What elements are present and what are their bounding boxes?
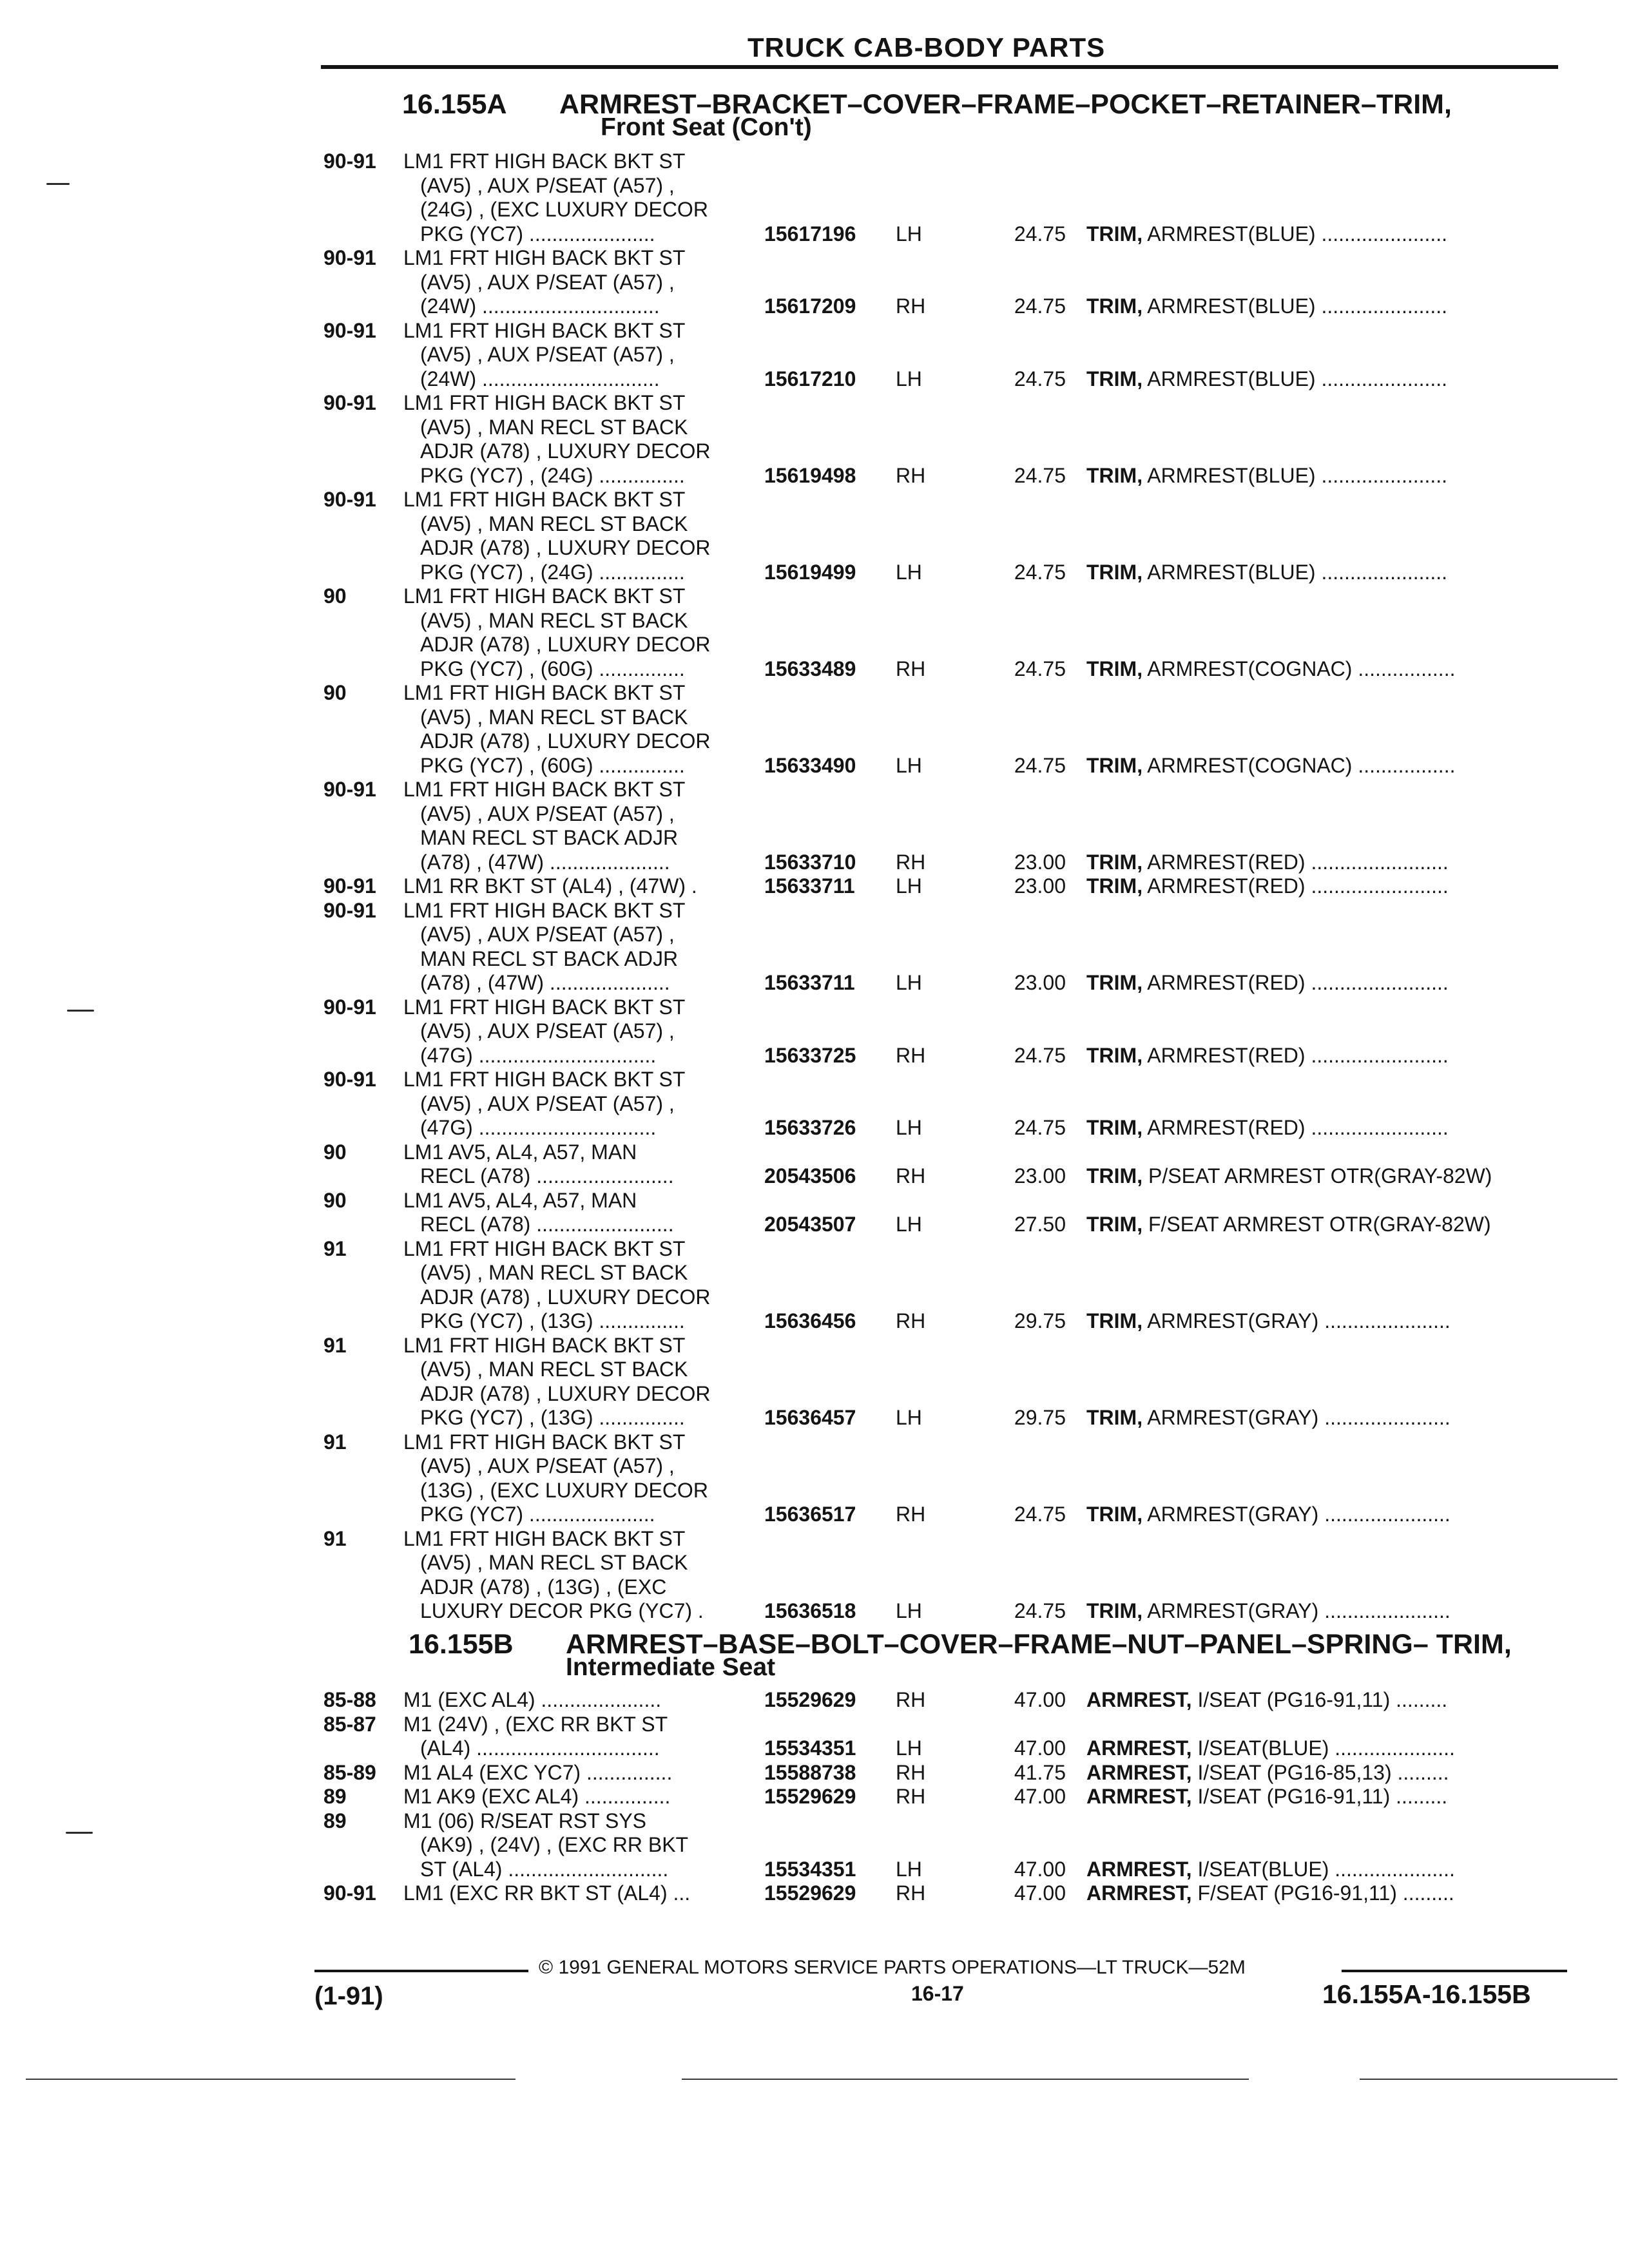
entry-line	[0, 1736, 1629, 1760]
part-type: ARMREST,	[1086, 1857, 1192, 1881]
entry-description: ADJR (A78) , LUXURY DECOR	[420, 536, 711, 559]
part-number: 15633490	[764, 753, 856, 777]
entry-description: M1 (24V) , (EXC RR BKT ST	[403, 1712, 668, 1736]
price: 29.75	[1014, 1406, 1066, 1429]
entry-description: (AK9) , (24V) , (EXC RR BKT	[420, 1833, 689, 1856]
entry-description: LM1 FRT HIGH BACK BKT ST	[403, 995, 686, 1019]
price: 41.75	[1014, 1760, 1066, 1784]
entry-description: ST (AL4) ............................	[420, 1857, 669, 1881]
side: RH	[896, 1785, 926, 1808]
part-detail: ARMREST(BLUE) ......................	[1142, 294, 1448, 318]
entry-description: ADJR (A78) , (13G) , (EXC	[420, 1575, 667, 1599]
price: 24.75	[1014, 1043, 1066, 1067]
entry-year: 91	[323, 1333, 347, 1357]
entry-description: LM1 FRT HIGH BACK BKT ST	[403, 318, 686, 342]
side: RH	[896, 1760, 926, 1784]
part-type: ARMREST,	[1086, 1760, 1192, 1784]
footer-date: (1-91)	[314, 1982, 383, 2010]
entry-description: LM1 AV5, AL4, A57, MAN	[403, 1188, 637, 1212]
price: 47.00	[1014, 1688, 1066, 1711]
part-type: TRIM,	[1086, 1116, 1143, 1139]
entry-line	[0, 1713, 1629, 1736]
entry-description: LM1 FRT HIGH BACK BKT ST	[403, 1333, 686, 1357]
side: RH	[896, 1309, 926, 1332]
price: 24.75	[1014, 1599, 1066, 1622]
side: RH	[896, 463, 926, 487]
entry-description: (AV5) , MAN RECL ST BACK	[420, 705, 688, 729]
entry-description: (AV5) , AUX P/SEAT (A57) ,	[420, 173, 675, 197]
entry-description: M1 (06) R/SEAT RST SYS	[403, 1809, 646, 1832]
section-b-number: 16.155B	[409, 1629, 514, 1660]
part-detail: ARMREST(GRAY) ......................	[1142, 1309, 1451, 1332]
entry-description: M1 AK9 (EXC AL4) ...............	[403, 1785, 671, 1808]
section-b-subtitle: Intermediate Seat	[566, 1653, 776, 1681]
part-detail: ARMREST(BLUE) ......................	[1142, 222, 1448, 245]
part-detail: I/SEAT(BLUE) .....................	[1191, 1857, 1455, 1881]
part-number: 15617210	[764, 367, 856, 390]
entry-description: (AV5) , AUX P/SEAT (A57) ,	[420, 1454, 675, 1477]
part-number: 15633711	[764, 874, 855, 898]
part-number: 15633726	[764, 1116, 856, 1139]
part-type: TRIM,	[1086, 222, 1143, 245]
price: 24.75	[1014, 1503, 1066, 1526]
part-number: 15588738	[764, 1760, 856, 1784]
margin-mark	[67, 1010, 94, 1012]
entry-description: (AV5) , AUX P/SEAT (A57) ,	[420, 802, 675, 825]
entry-year: 91	[323, 1236, 347, 1260]
entry-description: LUXURY DECOR PKG (YC7) .	[420, 1599, 704, 1622]
entry-description: (A78) , (47W) .....................	[420, 971, 670, 994]
side: RH	[896, 294, 926, 318]
entry-line	[0, 1761, 1629, 1785]
entry-description: (AV5) , MAN RECL ST BACK	[420, 608, 688, 632]
part-description	[1086, 1688, 1561, 1712]
entry-description: (AV5) , MAN RECL ST BACK	[420, 512, 688, 535]
entry-year: 90-91	[323, 318, 376, 342]
entry-description: LM1 AV5, AL4, A57, MAN	[403, 1140, 637, 1164]
part-detail: ARMREST(GRAY) ......................	[1142, 1406, 1451, 1429]
part-number: 15633725	[764, 1043, 856, 1067]
part-detail: ARMREST(RED) ........................	[1142, 850, 1449, 874]
part-number: 15529629	[764, 1688, 856, 1711]
section-a-number: 16.155A	[402, 89, 507, 120]
entry-year: 90-91	[323, 778, 376, 801]
entry-year: 89	[323, 1809, 347, 1832]
price: 24.75	[1014, 294, 1066, 318]
entry-year: 90	[323, 584, 347, 608]
section-a-title: ARMREST–BRACKET–COVER–FRAME–POCKET–RETAINER–TRIM,	[559, 89, 1452, 120]
part-type: TRIM,	[1086, 1503, 1143, 1526]
part-type: ARMREST,	[1086, 1785, 1192, 1808]
part-number: 15633489	[764, 657, 856, 680]
entry-description: ADJR (A78) , LUXURY DECOR	[420, 439, 711, 463]
side: LH	[896, 874, 922, 898]
price: 23.00	[1014, 971, 1066, 994]
part-number: 15534351	[764, 1736, 856, 1760]
entry-description: (24W) ...............................	[420, 294, 660, 318]
entry-description: LM1 FRT HIGH BACK BKT ST	[403, 149, 686, 173]
entry-description: (AV5) , MAN RECL ST BACK	[420, 1261, 688, 1284]
entry-description: ADJR (A78) , LUXURY DECOR	[420, 1285, 711, 1309]
part-detail: ARMREST(RED) ........................	[1142, 874, 1449, 898]
part-detail: ARMREST(GRAY) ......................	[1142, 1503, 1451, 1526]
entry-description: LM1 FRT HIGH BACK BKT ST	[403, 584, 686, 608]
entry-description: ADJR (A78) , LUXURY DECOR	[420, 1381, 711, 1405]
section-a-subtitle: Front Seat (Con't)	[601, 113, 812, 141]
part-description	[1086, 1785, 1561, 1809]
entry-description: (AV5) , MAN RECL ST BACK	[420, 415, 688, 439]
part-type: ARMREST,	[1086, 1881, 1192, 1905]
entry-description: LM1 FRT HIGH BACK BKT ST	[403, 681, 686, 704]
entry-description: (AL4) ................................	[420, 1736, 660, 1760]
entry-description: (AV5) , AUX P/SEAT (A57) ,	[420, 343, 675, 366]
entry-year: 90-91	[323, 488, 376, 511]
entry-description: PKG (YC7) , (24G) ...............	[420, 560, 685, 584]
entry-description: PKG (YC7) , (13G) ...............	[420, 1309, 685, 1332]
price: 23.00	[1014, 1164, 1066, 1187]
section-b-title: ARMREST–BASE–BOLT–COVER–FRAME–NUT–PANEL–SPRING– TRIM,	[566, 1629, 1512, 1660]
part-type: TRIM,	[1086, 971, 1143, 994]
price: 47.00	[1014, 1857, 1066, 1881]
entry-description: MAN RECL ST BACK ADJR	[420, 947, 679, 970]
part-type: TRIM,	[1086, 463, 1143, 487]
footer-rule-left	[314, 1970, 528, 1972]
entry-description: LM1 FRT HIGH BACK BKT ST	[403, 1236, 686, 1260]
entry-description: (47G) ...............................	[420, 1043, 657, 1067]
entry-year: 90-91	[323, 391, 376, 414]
entry-year: 90-91	[323, 874, 376, 898]
entry-year: 91	[323, 1430, 347, 1454]
part-number: 20543507	[764, 1213, 856, 1236]
entry-year: 89	[323, 1785, 347, 1808]
part-type: ARMREST,	[1086, 1736, 1192, 1760]
entry-line	[0, 1833, 1629, 1857]
price: 29.75	[1014, 1309, 1066, 1332]
entry-line	[0, 1858, 1629, 1881]
price: 24.75	[1014, 657, 1066, 680]
entry-description: LM1 FRT HIGH BACK BKT ST	[403, 1526, 686, 1550]
part-type: TRIM,	[1086, 294, 1143, 318]
entry-year: 85-88	[323, 1688, 376, 1711]
part-number: 15534351	[764, 1857, 856, 1881]
part-type: TRIM,	[1086, 1406, 1143, 1429]
part-number: 20543506	[764, 1164, 856, 1187]
footer-copyright: © 1991 GENERAL MOTORS SERVICE PARTS OPERATIONS—LT TRUCK—52M	[539, 1957, 1246, 1978]
entry-description: LM1 (EXC RR BKT ST (AL4) ...	[403, 1881, 691, 1905]
side: RH	[896, 1164, 926, 1187]
margin-mark	[66, 1832, 93, 1834]
side: LH	[896, 1406, 922, 1429]
part-detail: ARMREST(GRAY) ......................	[1142, 1599, 1451, 1622]
part-detail: I/SEAT (PG16-85,13) .........	[1191, 1760, 1449, 1784]
side: RH	[896, 657, 926, 680]
part-detail: ARMREST(RED) ........................	[1142, 971, 1449, 994]
part-detail: F/SEAT ARMREST OTR(GRAY-82W)	[1142, 1213, 1491, 1236]
entry-description: MAN RECL ST BACK ADJR	[420, 826, 679, 849]
side: RH	[896, 1503, 926, 1526]
side: LH	[896, 1857, 922, 1881]
side: RH	[896, 850, 926, 874]
part-type: TRIM,	[1086, 560, 1143, 584]
part-type: TRIM,	[1086, 1043, 1143, 1067]
entry-year: 90	[323, 681, 347, 704]
price: 24.75	[1014, 1116, 1066, 1139]
entry-year: 85-87	[323, 1712, 376, 1736]
entry-description: PKG (YC7) , (60G) ...............	[420, 657, 685, 680]
scan-line	[1360, 2079, 1617, 2080]
part-detail: ARMREST(RED) ........................	[1142, 1116, 1449, 1139]
footer-section-range: 16.155A-16.155B	[1322, 1979, 1531, 2009]
entry-description: (AV5) , MAN RECL ST BACK	[420, 1358, 688, 1381]
entry-description: PKG (YC7) , (13G) ...............	[420, 1406, 685, 1429]
part-type: TRIM,	[1086, 367, 1143, 390]
entry-year: 91	[323, 1526, 347, 1550]
entry-year: 90-91	[323, 1881, 376, 1905]
part-detail: F/SEAT (PG16-91,11) .........	[1191, 1881, 1454, 1905]
price: 24.75	[1014, 463, 1066, 487]
entry-description: RECL (A78) ........................	[420, 1164, 674, 1187]
entry-description: PKG (YC7) ......................	[420, 222, 655, 245]
entry-description: ADJR (A78) , LUXURY DECOR	[420, 633, 711, 656]
footer-page-number: 16-17	[911, 1982, 964, 2005]
part-type: TRIM,	[1086, 657, 1143, 680]
entry-year: 90	[323, 1188, 347, 1212]
price: 23.00	[1014, 874, 1066, 898]
part-type: TRIM,	[1086, 874, 1143, 898]
price: 23.00	[1014, 850, 1066, 874]
entry-description: (24W) ...............................	[420, 367, 660, 390]
part-type: TRIM,	[1086, 753, 1143, 777]
price: 47.00	[1014, 1736, 1066, 1760]
entry-year: 90	[323, 1140, 347, 1164]
side: LH	[896, 222, 922, 245]
margin-mark	[46, 183, 70, 185]
part-number: 15619499	[764, 560, 856, 584]
part-detail: ARMREST(COGNAC) .................	[1142, 657, 1456, 680]
part-description	[1086, 1736, 1561, 1760]
entry-description: LM1 FRT HIGH BACK BKT ST	[403, 1068, 686, 1091]
part-type: ARMREST,	[1086, 1688, 1192, 1711]
part-detail: ARMREST(BLUE) ......................	[1142, 463, 1448, 487]
price: 24.75	[1014, 222, 1066, 245]
part-description	[1086, 1881, 1561, 1905]
part-type: TRIM,	[1086, 1599, 1143, 1622]
entry-year: 85-89	[323, 1760, 376, 1784]
entry-year: 90-91	[323, 898, 376, 922]
part-number: 15636456	[764, 1309, 856, 1332]
price: 27.50	[1014, 1213, 1066, 1236]
entry-description: LM1 FRT HIGH BACK BKT ST	[403, 898, 686, 922]
part-detail: ARMREST(BLUE) ......................	[1142, 367, 1448, 390]
entry-line	[0, 1809, 1629, 1833]
part-number: 15636518	[764, 1599, 856, 1622]
entry-line	[0, 1688, 1629, 1712]
entry-description: LM1 FRT HIGH BACK BKT ST	[403, 1430, 686, 1454]
entry-description: PKG (YC7) ......................	[420, 1503, 655, 1526]
part-description	[1086, 1761, 1561, 1785]
part-number: 15529629	[764, 1881, 856, 1905]
part-detail: P/SEAT ARMREST OTR(GRAY-82W)	[1142, 1164, 1492, 1187]
entry-description: LM1 FRT HIGH BACK BKT ST	[403, 246, 686, 269]
part-number: 15633711	[764, 971, 855, 994]
part-number: 15529629	[764, 1785, 856, 1808]
entry-description: PKG (YC7) , (60G) ...............	[420, 753, 685, 777]
part-number: 15636457	[764, 1406, 856, 1429]
entry-description: M1 (EXC AL4) .....................	[403, 1688, 662, 1711]
entry-description: (A78) , (47W) .....................	[420, 850, 670, 874]
entry-year: 90-91	[323, 246, 376, 269]
entry-description: PKG (YC7) , (24G) ...............	[420, 463, 685, 487]
side: LH	[896, 560, 922, 584]
entry-description: (24G) , (EXC LUXURY DECOR	[420, 198, 708, 221]
entry-description: LM1 FRT HIGH BACK BKT ST	[403, 391, 686, 414]
entry-description: RECL (A78) ........................	[420, 1213, 674, 1236]
side: RH	[896, 1688, 926, 1711]
part-detail: ARMREST(RED) ........................	[1142, 1043, 1449, 1067]
entry-year: 90-91	[323, 149, 376, 173]
part-description	[1086, 1858, 1561, 1881]
side: RH	[896, 1881, 926, 1905]
part-detail: ARMREST(BLUE) ......................	[1142, 560, 1448, 584]
side: LH	[896, 1599, 922, 1622]
scan-line	[26, 2079, 516, 2080]
part-detail: ARMREST(COGNAC) .................	[1142, 753, 1456, 777]
entry-description: (AV5) , AUX P/SEAT (A57) ,	[420, 270, 675, 294]
entry-year: 90-91	[323, 995, 376, 1019]
price: 47.00	[1014, 1881, 1066, 1905]
part-number: 15617196	[764, 222, 856, 245]
part-type: TRIM,	[1086, 850, 1143, 874]
entry-year: 90-91	[323, 1068, 376, 1091]
price: 24.75	[1014, 367, 1066, 390]
side: LH	[896, 971, 922, 994]
entry-description: LM1 FRT HIGH BACK BKT ST	[403, 778, 686, 801]
side: LH	[896, 753, 922, 777]
part-detail: I/SEAT (PG16-91,11) .........	[1191, 1688, 1448, 1711]
page-header-title: TRUCK CAB-BODY PARTS	[747, 32, 1106, 62]
entry-description: M1 AL4 (EXC YC7) ...............	[403, 1760, 673, 1784]
part-number: 15617209	[764, 294, 856, 318]
entry-description: (13G) , (EXC LUXURY DECOR	[420, 1478, 708, 1502]
part-detail: I/SEAT (PG16-91,11) .........	[1191, 1785, 1448, 1808]
part-type: TRIM,	[1086, 1164, 1143, 1187]
entry-description: (AV5) , AUX P/SEAT (A57) ,	[420, 1091, 675, 1115]
part-detail: I/SEAT(BLUE) .....................	[1191, 1736, 1455, 1760]
entry-description: LM1 FRT HIGH BACK BKT ST	[403, 488, 686, 511]
entry-description: LM1 RR BKT ST (AL4) , (47W) .	[403, 874, 697, 898]
entry-description: (AV5) , MAN RECL ST BACK	[420, 1551, 688, 1574]
price: 24.75	[1014, 560, 1066, 584]
entry-line	[0, 1881, 1629, 1905]
price: 47.00	[1014, 1785, 1066, 1808]
side: LH	[896, 367, 922, 390]
entry-description: (AV5) , AUX P/SEAT (A57) ,	[420, 923, 675, 946]
part-number: 15636517	[764, 1503, 856, 1526]
side: LH	[896, 1736, 922, 1760]
side: RH	[896, 1043, 926, 1067]
part-number: 15619498	[764, 463, 856, 487]
entry-description: (AV5) , AUX P/SEAT (A57) ,	[420, 1019, 675, 1043]
side: LH	[896, 1116, 922, 1139]
side: LH	[896, 1213, 922, 1236]
part-type: TRIM,	[1086, 1213, 1143, 1236]
scan-line	[682, 2079, 1249, 2080]
entry-description: (47G) ...............................	[420, 1116, 657, 1139]
price: 24.75	[1014, 753, 1066, 777]
entry-description: ADJR (A78) , LUXURY DECOR	[420, 729, 711, 753]
part-number: 15633710	[764, 850, 856, 874]
footer-rule-right	[1342, 1970, 1567, 1972]
entry-line	[0, 1785, 1629, 1809]
part-type: TRIM,	[1086, 1309, 1143, 1332]
